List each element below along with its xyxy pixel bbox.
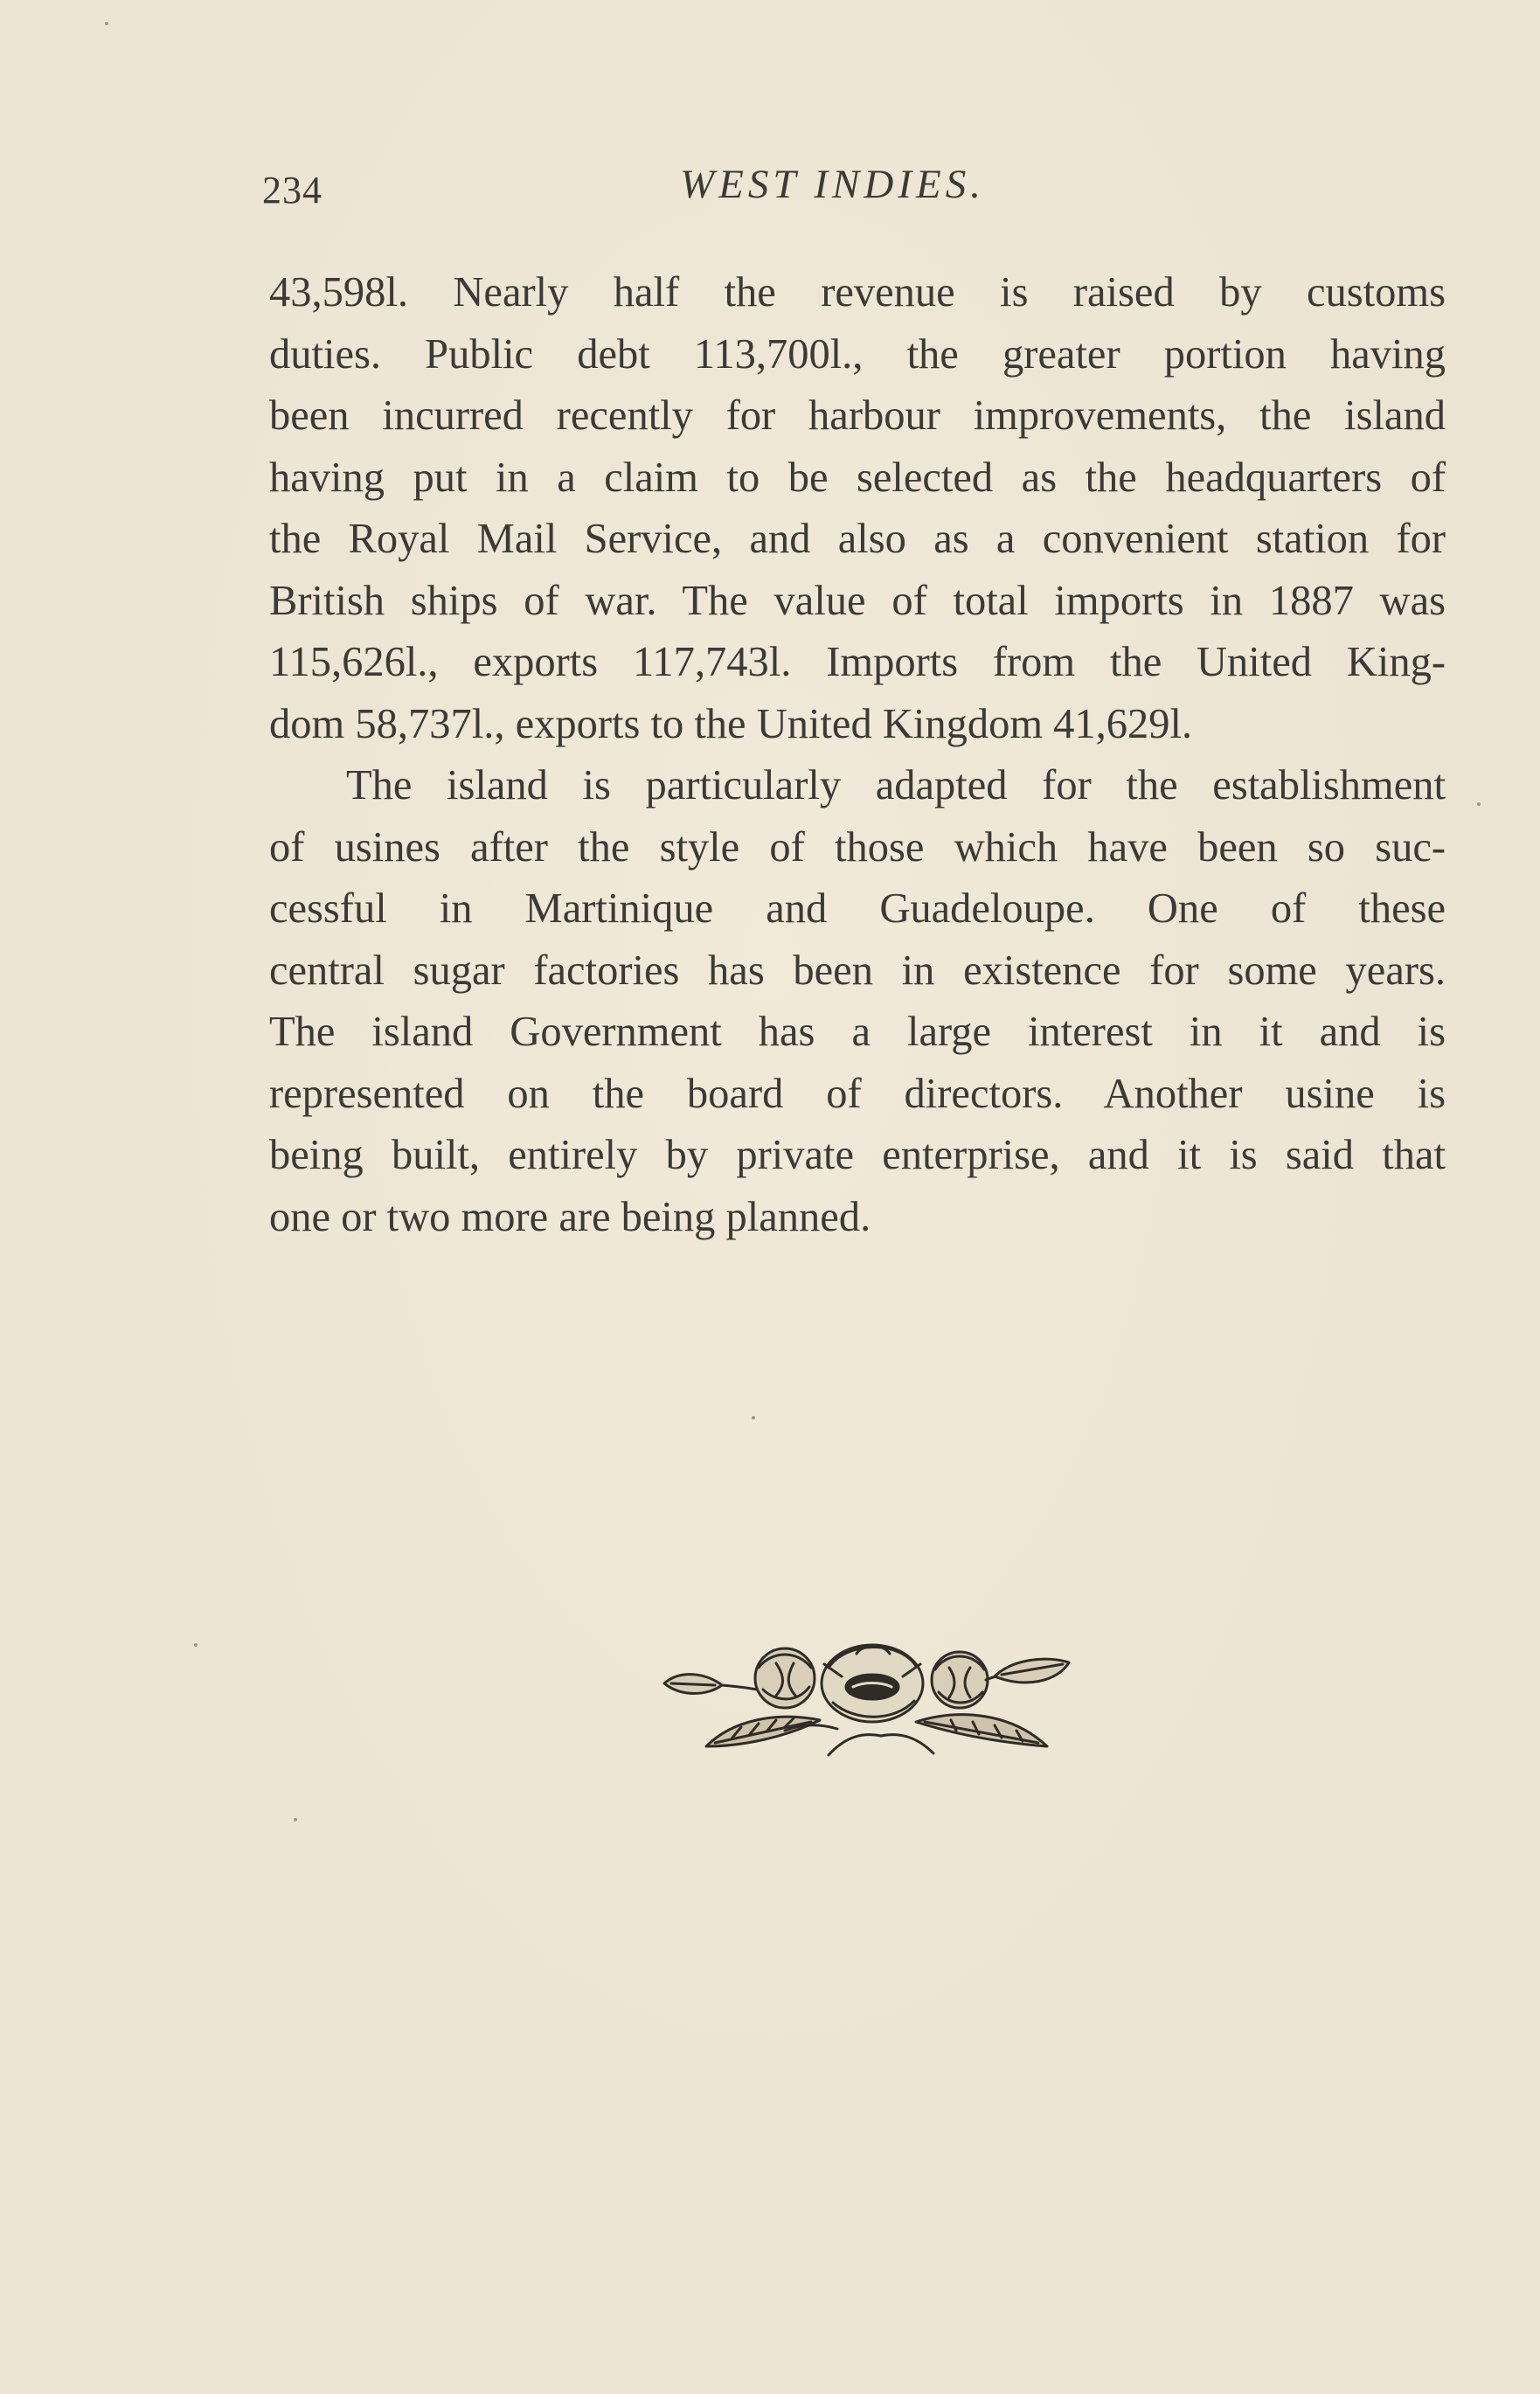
text-line: 43,598l. Nearly half the revenue is raised by customs [269,269,1446,316]
text-line: been incurred recently for harbour improvements, the island [269,392,1446,439]
text-line: dom 58,737l., exports to the United Kingdom 41,629l. [269,700,1193,747]
running-head [262,156,1446,217]
text-line: cessful in Martinique and Guadeloupe. One of these [269,885,1446,932]
body-text [269,262,1446,1248]
text-line: The island is particularly adapted for the establishment [346,762,1446,808]
text-line: one or two more are being planned. [269,1193,871,1240]
paragraph-1 [269,262,1446,755]
paper-speck [105,22,108,25]
paper-speck [752,1416,755,1419]
text-line: British ships of war. The value of total imports in 1887 was [269,577,1446,624]
paper-speck [194,1643,198,1647]
text-line: having put in a claim to be selected as the headquarters of [269,454,1446,501]
text-line: central sugar factories has been in existence for some years. [269,947,1446,994]
text-line: 115,626l., exports 117,743l. Imports from the United King- [269,639,1446,685]
text-line: the Royal Mail Service, and also as a convenient station for [269,516,1446,562]
page-number: 234 [262,169,323,212]
text-line: The island Government has a large interest in it and is [269,1009,1446,1055]
paper-speck [294,1818,297,1822]
floral-tailpiece-icon [654,1624,1091,1773]
paper-speck [1477,802,1481,806]
running-title: WEST INDIES. [680,162,985,207]
text-line: being built, entirely by private enterprise, and it is said that [269,1132,1446,1178]
text-line: duties. Public debt 113,700l., the greater portion having [269,330,1446,378]
paragraph-2 [269,755,1446,1248]
text-line: represented on the board of directors. Another usine is [269,1070,1446,1117]
text-line: of usines after the style of those which have been so suc- [269,823,1446,871]
